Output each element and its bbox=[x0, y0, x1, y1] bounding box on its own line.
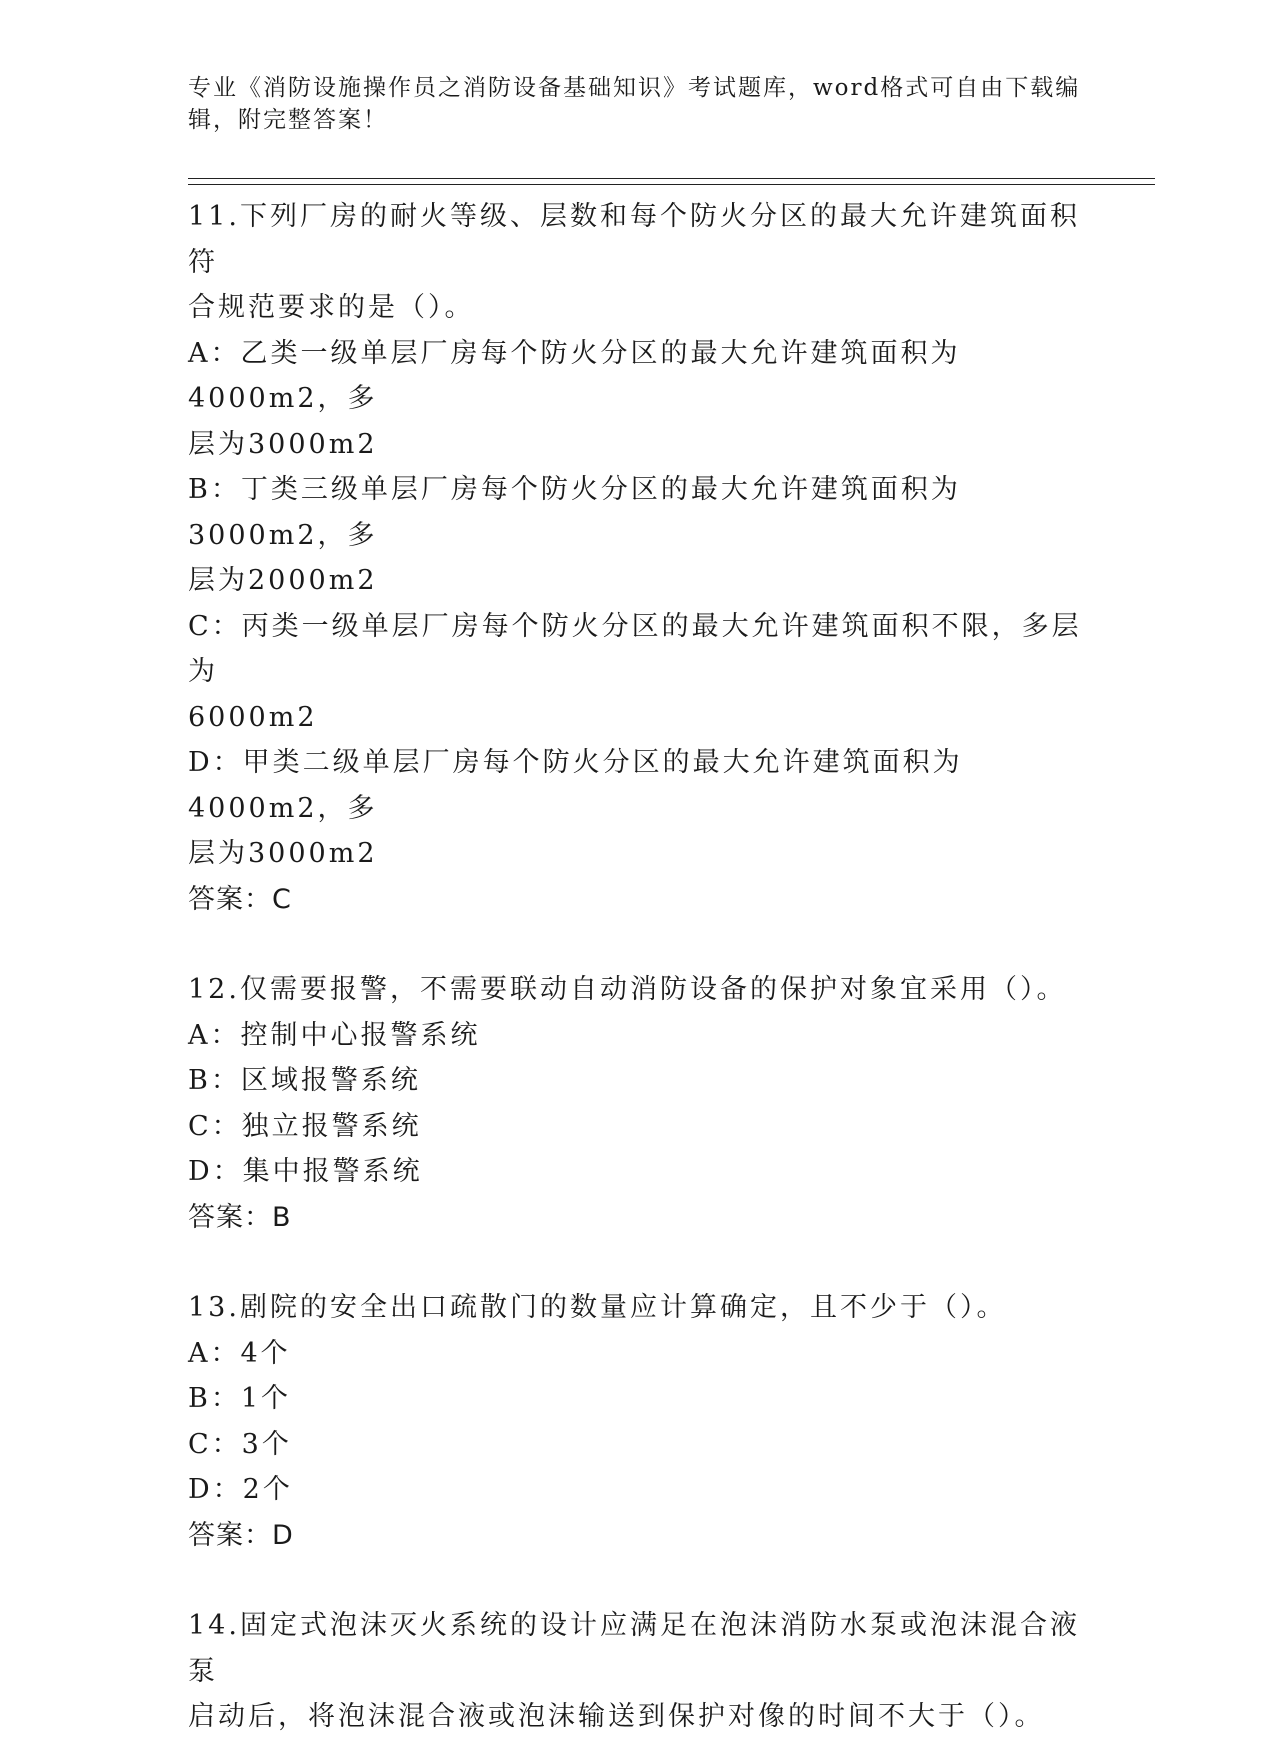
question-text: 启动后，将泡沫混合液或泡沫输送到保护对像的时间不大于（）。 bbox=[188, 1701, 1045, 1732]
spacer bbox=[188, 922, 1088, 967]
question-11 bbox=[188, 194, 1088, 922]
document-header bbox=[188, 72, 1088, 136]
option-b: B：1个 bbox=[188, 1383, 292, 1414]
question-text: 13.剧院的安全出口疏散门的数量应计算确定，且不少于（）。 bbox=[188, 1292, 1007, 1323]
question-14 bbox=[188, 1603, 1088, 1740]
header-line-2: 辑，附完整答案！ bbox=[188, 107, 388, 133]
option-c: C：丙类一级单层厂房每个防火分区的最大允许建筑面积不限，多层为 bbox=[188, 610, 1082, 687]
question-text: 12.仅需要报警，不需要联动自动消防设备的保护对象宜采用（）。 bbox=[188, 974, 1067, 1005]
option-c: C：3个 bbox=[188, 1428, 292, 1460]
option-b-cont: 层为2000m2 bbox=[188, 565, 378, 596]
option-d-cont: 层为3000m2 bbox=[188, 838, 378, 869]
question-list bbox=[188, 194, 1088, 1740]
header-line-1: 专业《消防设施操作员之消防设备基础知识》考试题库，word格式可自由下载编 bbox=[188, 75, 1081, 101]
option-a-cont: 层为3000m2 bbox=[188, 428, 378, 460]
option-a: A：控制中心报警系统 bbox=[188, 1019, 481, 1051]
question-text: 合规范要求的是（）。 bbox=[188, 292, 475, 323]
option-c: C：独立报警系统 bbox=[188, 1110, 422, 1142]
answer: 答案：B bbox=[188, 1201, 292, 1233]
answer: 答案：D bbox=[188, 1519, 294, 1551]
option-c-cont: 6000m2 bbox=[188, 701, 318, 733]
option-a: A：乙类一级单层厂房每个防火分区的最大允许建筑面积为4000m2，多 bbox=[188, 337, 961, 414]
question-text: 14.固定式泡沫灭火系统的设计应满足在泡沫消防水泵或泡沫混合液泵 bbox=[188, 1610, 1080, 1687]
header-divider-top bbox=[188, 178, 1155, 179]
answer: 答案：C bbox=[188, 883, 292, 915]
question-13 bbox=[188, 1285, 1088, 1558]
spacer bbox=[188, 1558, 1088, 1603]
header-divider-bottom bbox=[188, 184, 1155, 185]
option-a: A：4个 bbox=[188, 1337, 291, 1369]
question-text: 11.下列厂房的耐火等级、层数和每个防火分区的最大允许建筑面积符 bbox=[188, 201, 1080, 278]
spacer bbox=[188, 1240, 1088, 1285]
option-d: D：甲类二级单层厂房每个防火分区的最大允许建筑面积为4000m2，多 bbox=[188, 747, 963, 824]
option-b: B：区域报警系统 bbox=[188, 1065, 421, 1096]
question-12 bbox=[188, 967, 1088, 1240]
option-d: D：集中报警系统 bbox=[188, 1156, 423, 1187]
option-d: D：2个 bbox=[188, 1474, 293, 1505]
option-b: B：丁类三级单层厂房每个防火分区的最大允许建筑面积为3000m2，多 bbox=[188, 474, 961, 551]
